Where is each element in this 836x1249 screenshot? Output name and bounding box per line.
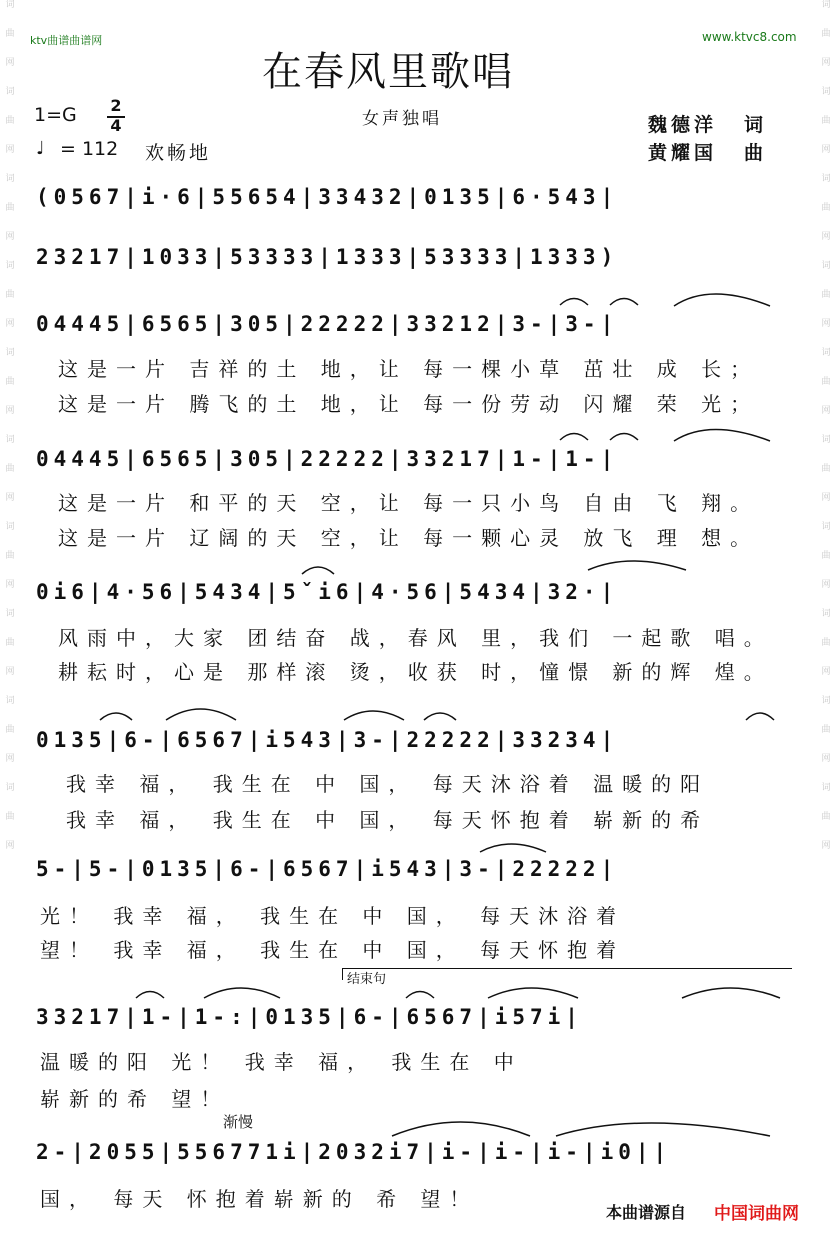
lyrics-chorus-1a: 我幸 福， 我生在 中 国， 每天沐浴着 温暖的阳: [66, 772, 710, 796]
notes-row-3: 04445|6565|305|22222|33212|3-|3-|: [36, 312, 619, 336]
watermark-glyph: 网: [821, 493, 831, 503]
site-logo-left: ktv曲谱曲谱网: [30, 34, 103, 47]
slur-17: [406, 992, 434, 999]
lyrics-final: 国， 每天 怀抱着崭新的 希 望！: [40, 1187, 479, 1211]
watermark-glyph: 曲: [5, 464, 15, 474]
site-url-right: www.ktvc8.com: [702, 30, 797, 44]
performance-type: 女声独唱: [362, 109, 442, 129]
slur-16: [204, 988, 280, 998]
watermark-glyph: 曲: [5, 203, 15, 213]
watermark-glyph: 曲: [821, 812, 831, 822]
watermark-glyph: 词: [5, 0, 15, 10]
watermark-glyph: 网: [821, 406, 831, 416]
watermark-glyph: 曲: [821, 116, 831, 126]
watermark-glyph: 曲: [5, 377, 15, 387]
footer-source: 本曲谱源自: [606, 1203, 687, 1222]
song-title: 在春风里歌唱: [262, 49, 514, 95]
notes-row-9: 2-|2055|556771i|2032i7|i-|i-|i-|i0||: [36, 1140, 672, 1164]
lyricist-name: 魏德洋: [648, 114, 718, 136]
key-signature: 1=G: [34, 104, 77, 126]
slur-6: [674, 430, 770, 442]
time-signature-numerator: 2: [110, 96, 122, 115]
watermark-glyph: 网: [5, 580, 15, 590]
watermark-glyph: 网: [821, 58, 831, 68]
slur-4: [560, 434, 588, 441]
watermark-glyph: 词: [5, 609, 15, 619]
slur-20: [392, 1122, 530, 1136]
notes-row-1: (0567|i·6|55654|33432|0135|6·543|: [36, 185, 619, 209]
watermark-glyph: 曲: [821, 638, 831, 648]
watermark-glyph: 网: [5, 667, 15, 677]
notes-row-6: 0135|6-|6567|i543|3-|22222|33234|: [36, 728, 619, 752]
slur-13: [746, 713, 774, 720]
slur-1: [560, 299, 588, 306]
slur-21: [556, 1123, 770, 1136]
slur-11: [344, 711, 404, 720]
watermark-glyph: 词: [5, 174, 15, 184]
lyrics-end-1: 温暖的阳 光！ 我幸 福， 我生在 中: [40, 1050, 523, 1074]
watermark-glyph: 曲: [5, 551, 15, 561]
watermark-glyph: 曲: [5, 290, 15, 300]
lyrics-verse-1c: 风雨中，大家 团结奋 战，春风 里，我们 一起歌 唱。: [58, 626, 773, 650]
lyrics-verse-2b: 这是一片 辽阔的天 空，让 每一颗心灵 放飞 理 想。: [58, 526, 760, 550]
watermark-glyph: 网: [5, 58, 15, 68]
notes-row-7: 5-|5-|0135|6-|6567|i543|3-|22222|: [36, 857, 619, 881]
watermark-glyph: 词: [821, 348, 831, 358]
watermark-glyph: 词: [821, 522, 831, 532]
lyrics-chorus-2b: 望！ 我幸 福， 我生在 中 国， 每天怀抱着: [40, 938, 626, 962]
slur-15: [136, 992, 164, 999]
ritardando-mark: 渐慢: [223, 1113, 254, 1131]
watermark-glyph: 词: [5, 87, 15, 97]
notes-row-4: 04445|6565|305|22222|33217|1-|1-|: [36, 447, 619, 471]
watermark-glyph: 网: [5, 493, 15, 503]
lyrics-end-2: 崭新的希 望！: [40, 1087, 230, 1111]
watermark-glyph: 曲: [5, 638, 15, 648]
slur-3: [674, 294, 770, 306]
watermark-glyph: 曲: [5, 116, 15, 126]
watermark-glyph: 网: [821, 319, 831, 329]
watermark-glyph: 网: [821, 754, 831, 764]
watermark-glyph: 词: [5, 261, 15, 271]
watermark-glyph: 词: [821, 783, 831, 793]
watermark-glyph: 曲: [821, 377, 831, 387]
lyrics-verse-2c: 耕耘时，心是 那样滚 烫，收获 时，憧憬 新的辉 煌。: [58, 660, 773, 684]
watermark-glyph: 曲: [821, 725, 831, 735]
slur-12: [424, 713, 456, 720]
watermark-glyph: 网: [5, 841, 15, 851]
watermark-glyph: 网: [821, 841, 831, 851]
lyrics-verse-1a: 这是一片 吉祥的土 地，让 每一棵小草 茁壮 成 长；: [58, 357, 760, 381]
lyrics-chorus-1b: 光！ 我幸 福， 我生在 中 国， 每天沐浴着: [40, 904, 626, 928]
watermark-glyph: 曲: [5, 725, 15, 735]
watermark-glyph: 词: [5, 435, 15, 445]
lyricist-role: 词: [744, 114, 768, 136]
slur-14: [480, 844, 546, 852]
time-signature-denominator: 4: [107, 116, 125, 134]
notes-row-5: 0i6|4·56|5434|5ˇi6|4·56|5434|32·|: [36, 580, 619, 604]
slur-18: [488, 988, 578, 998]
notes-row-8: 33217|1-|1-:|0135|6-|6567|i57i|: [36, 1005, 583, 1029]
lyrics-verse-1b: 这是一片 和平的天 空，让 每一只小鸟 自由 飞 翔。: [58, 491, 760, 515]
watermark-glyph: 曲: [5, 29, 15, 39]
quarter-note-icon: ♩: [36, 138, 45, 159]
watermark-glyph: 词: [821, 261, 831, 271]
watermark-glyph: 网: [5, 406, 15, 416]
watermark-glyph: 词: [821, 0, 831, 10]
watermark-glyph: 网: [821, 667, 831, 677]
slur-2: [610, 299, 638, 306]
watermark-glyph: 网: [821, 232, 831, 242]
slur-10: [166, 709, 236, 720]
composer-name: 黄耀国: [648, 142, 718, 164]
watermark-glyph: 词: [821, 174, 831, 184]
watermark-glyph: 曲: [821, 290, 831, 300]
watermark-glyph: 网: [5, 232, 15, 242]
footer-brand-link[interactable]: 中国词曲网: [714, 1204, 799, 1224]
watermark-glyph: 词: [5, 696, 15, 706]
notes-row-2: 23217|1033|53333|1333|53333|1333): [36, 245, 619, 269]
tempo-value: = 112: [60, 138, 119, 160]
slur-7: [302, 567, 334, 574]
watermark-glyph: 词: [5, 348, 15, 358]
watermark-glyph: 词: [821, 435, 831, 445]
slur-9: [100, 713, 132, 720]
slur-5: [610, 434, 638, 441]
lyrics-chorus-2a: 我幸 福， 我生在 中 国， 每天怀抱着 崭新的希: [66, 808, 710, 832]
watermark-glyph: 曲: [821, 464, 831, 474]
watermark-glyph: 词: [5, 783, 15, 793]
watermark-glyph: 网: [5, 754, 15, 764]
composer-role: 曲: [744, 142, 768, 164]
watermark-glyph: 网: [821, 580, 831, 590]
slur-19: [682, 988, 780, 998]
watermark-glyph: 网: [5, 319, 15, 329]
watermark-glyph: 词: [5, 522, 15, 532]
watermark-glyph: 曲: [821, 203, 831, 213]
slur-8: [588, 561, 686, 570]
watermark-glyph: 网: [5, 145, 15, 155]
tempo-mood: 欢畅地: [145, 142, 212, 164]
watermark-glyph: 词: [821, 696, 831, 706]
watermark-glyph: 曲: [821, 551, 831, 561]
watermark-glyph: 曲: [821, 29, 831, 39]
ending-label: 结束句: [347, 972, 387, 987]
watermark-glyph: 网: [821, 145, 831, 155]
watermark-glyph: 曲: [5, 812, 15, 822]
watermark-glyph: 词: [821, 87, 831, 97]
watermark-glyph: 词: [821, 609, 831, 619]
lyrics-verse-2a: 这是一片 腾飞的土 地，让 每一份劳动 闪耀 荣 光；: [58, 392, 760, 416]
